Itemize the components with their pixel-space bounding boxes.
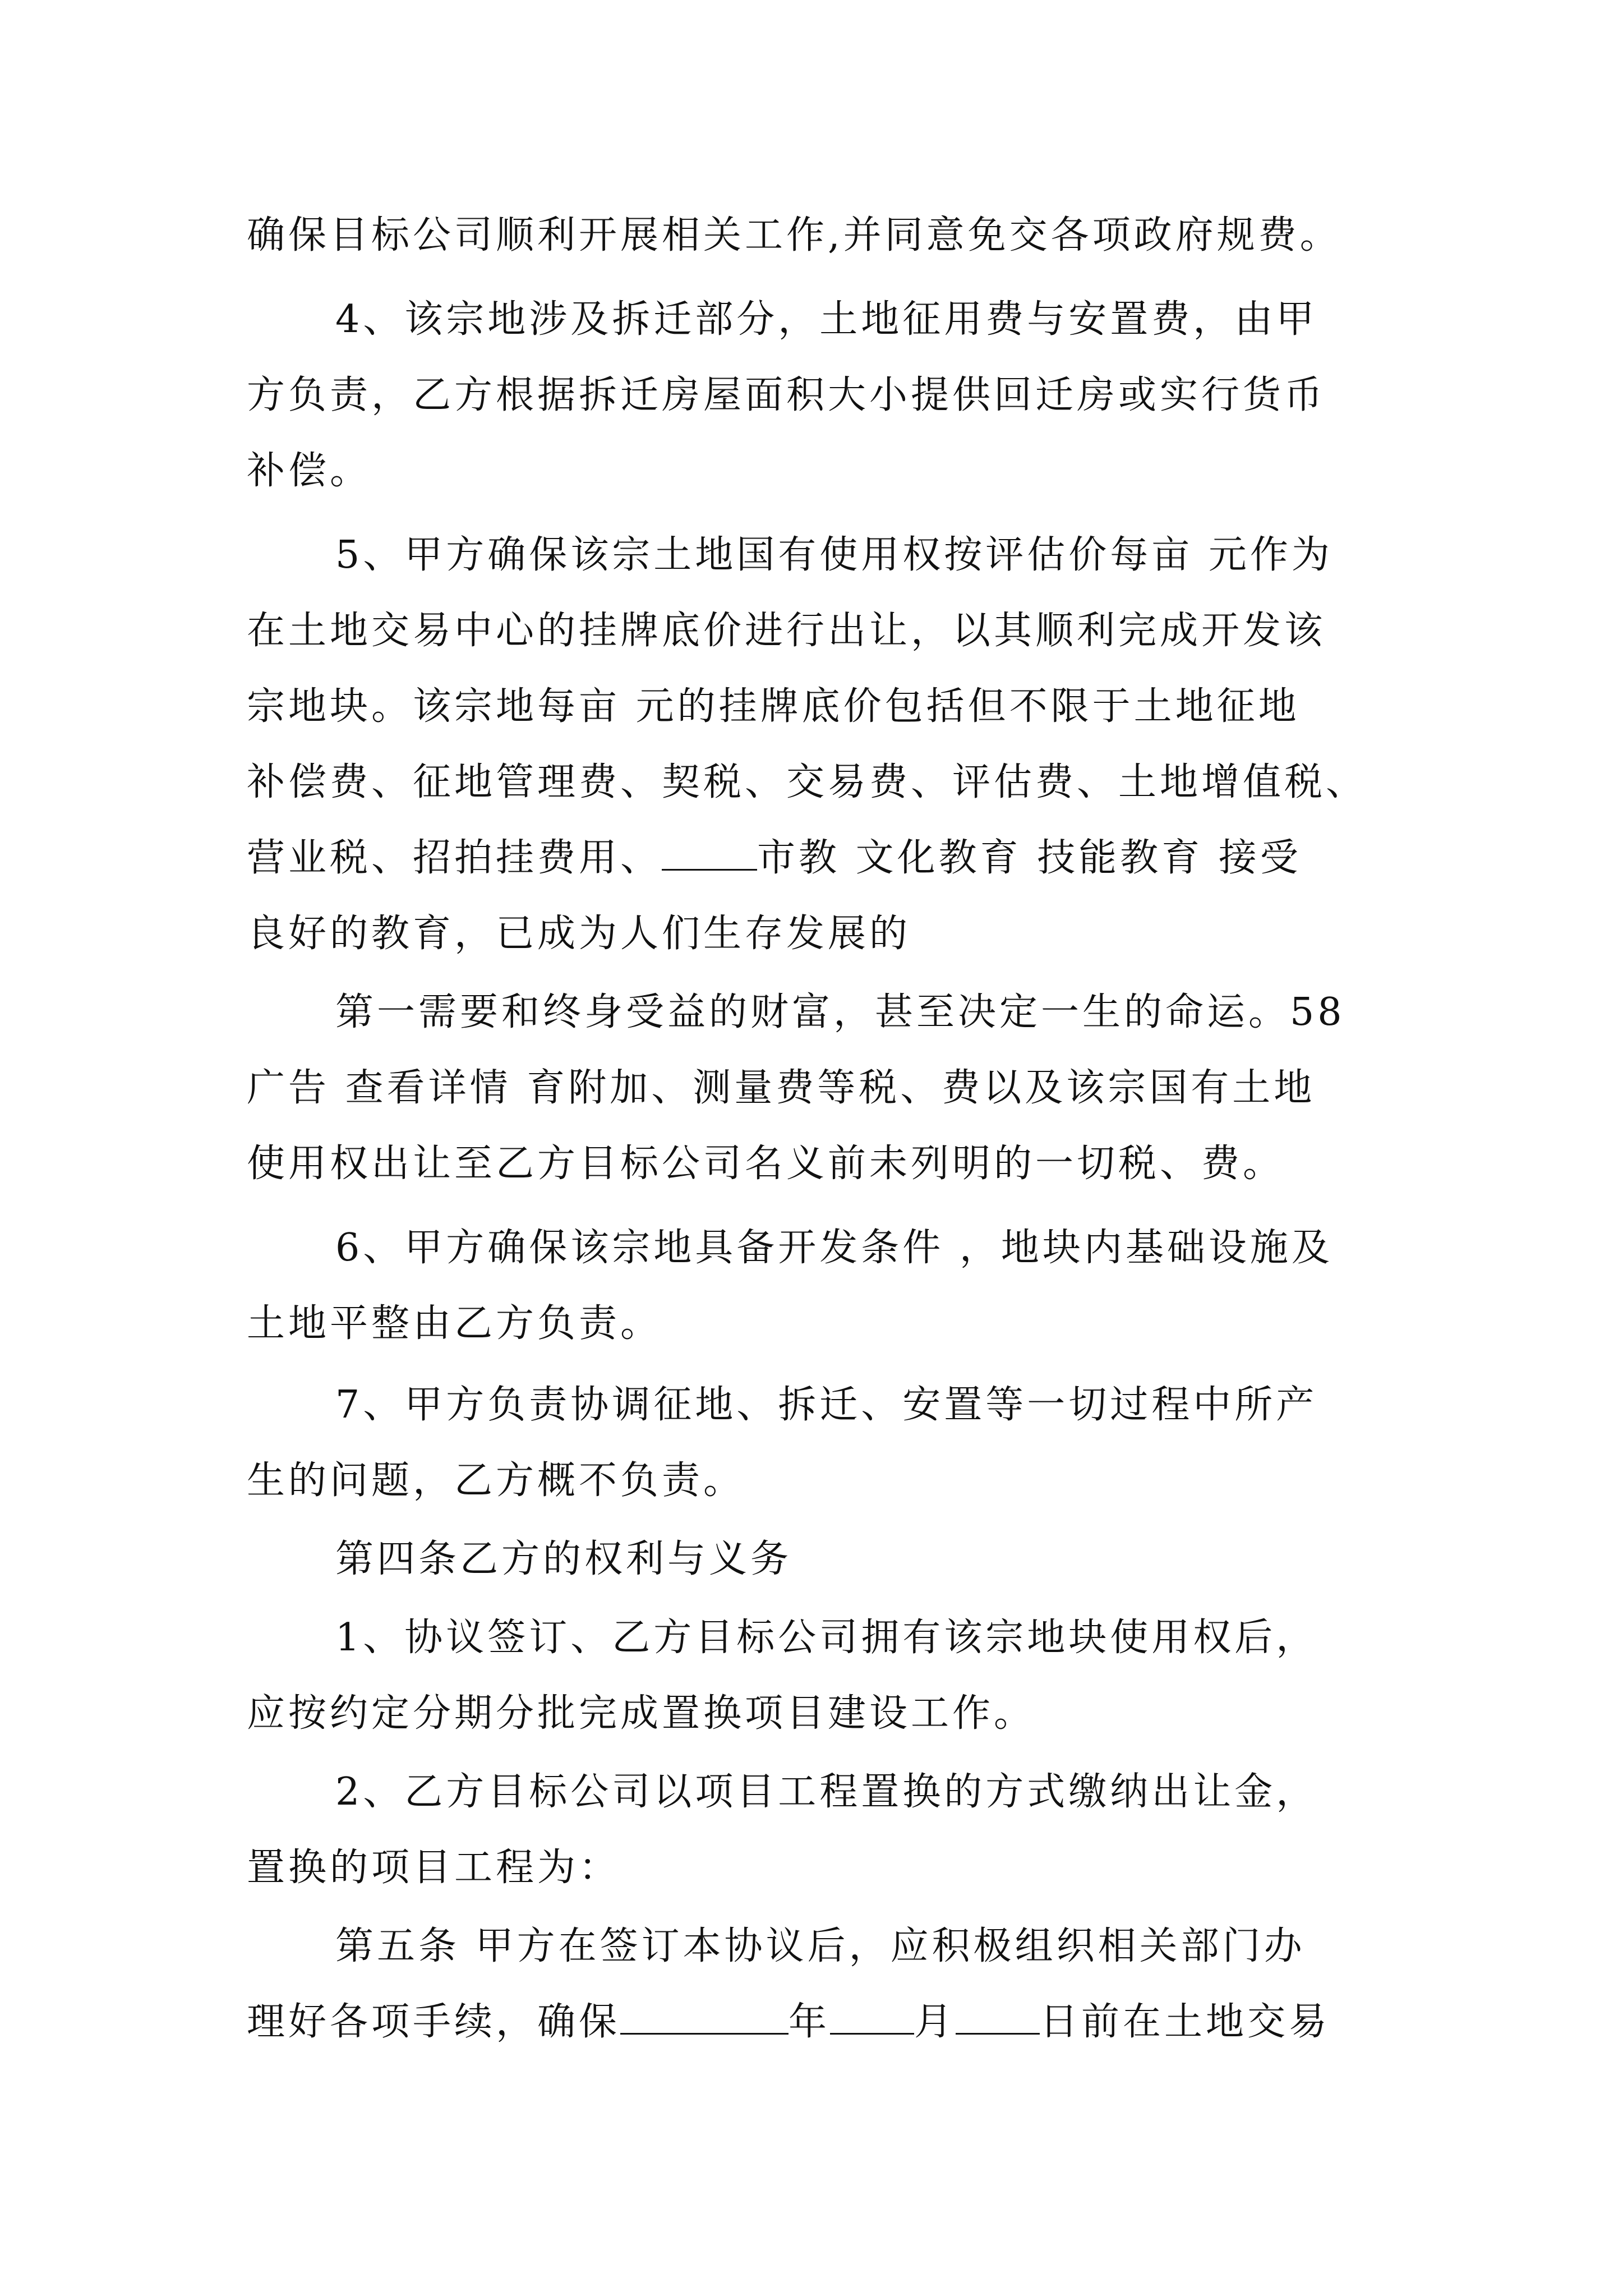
text-line: 广告 查看详情 育附加、测量费等税、费以及该宗国有土地 xyxy=(247,1066,1316,1110)
text-line xyxy=(247,1997,1330,2047)
section-heading: 第四条乙方的权利与义务 xyxy=(335,1537,792,1581)
text-line: 第一需要和终身受益的财富，甚至决定一生的命运。58 xyxy=(335,990,1345,1034)
fill-in-blank-month xyxy=(830,1999,914,2035)
text-segment: 理好各项手续，确保 xyxy=(247,2000,621,2044)
text-line: 生的问题，乙方概不负责。 xyxy=(247,1458,745,1503)
text-segment: 营业税、招拍挂费用、 xyxy=(247,836,662,880)
text-line: 良好的教育，已成为人们生存发展的 xyxy=(247,912,911,956)
text-segment: 年 xyxy=(789,2000,831,2044)
text-segment: 月 xyxy=(914,2000,956,2044)
text-line: 宗地块。该宗地每亩 元的挂牌底价包括但不限于土地征地 xyxy=(247,684,1300,729)
fill-in-blank-year xyxy=(620,1999,789,2035)
text-line xyxy=(247,833,1302,884)
text-line: 方负责，乙方根据拆迁房屋面积大小提供回迁房或实行货币 xyxy=(247,373,1326,417)
text-line: 4、该宗地涉及拆迁部分，土地征用费与安置费，由甲 xyxy=(335,297,1318,342)
fill-in-blank xyxy=(662,835,757,871)
text-line: 置换的项目工程为： xyxy=(247,1846,621,1890)
text-line: 补偿。 xyxy=(247,449,372,493)
text-segment: 市教 文化教育 技能教育 接受 xyxy=(757,836,1302,880)
text-line: 应按约定分期分批完成置换项目建设工作。 xyxy=(247,1691,1036,1736)
text-line: 确保目标公司顺利开展相关工作,并同意免交各项政府规费。 xyxy=(247,213,1341,257)
text-line: 补偿费、征地管理费、契税、交易费、评估费、土地增值税、 xyxy=(247,760,1368,804)
text-line: 第五条 甲方在签订本协议后，应积极组织相关部门办 xyxy=(335,1924,1306,1968)
fill-in-blank-day xyxy=(956,1999,1040,2035)
text-line: 7、甲方负责协调征地、拆迁、安置等一切过程中所产 xyxy=(335,1383,1318,1427)
text-line: 5、甲方确保该宗土地国有使用权按评估价每亩 元作为 xyxy=(335,533,1333,577)
text-line: 土地平整由乙方负责。 xyxy=(247,1301,662,1346)
text-line: 使用权出让至乙方目标公司名义前未列明的一切税、费。 xyxy=(247,1142,1285,1186)
text-line: 6、甲方确保该宗地具备开发条件 ，地块内基础设施及 xyxy=(335,1226,1333,1270)
text-segment: 日前在土地交易 xyxy=(1040,2000,1331,2044)
text-line: 在土地交易中心的挂牌底价进行出让，以其顺利完成开发该 xyxy=(247,609,1326,653)
text-line: 1、协议签订、乙方目标公司拥有该宗地块使用权后， xyxy=(335,1616,1318,1660)
text-line: 2、乙方目标公司以项目工程置换的方式缴纳出让金， xyxy=(335,1770,1318,1814)
